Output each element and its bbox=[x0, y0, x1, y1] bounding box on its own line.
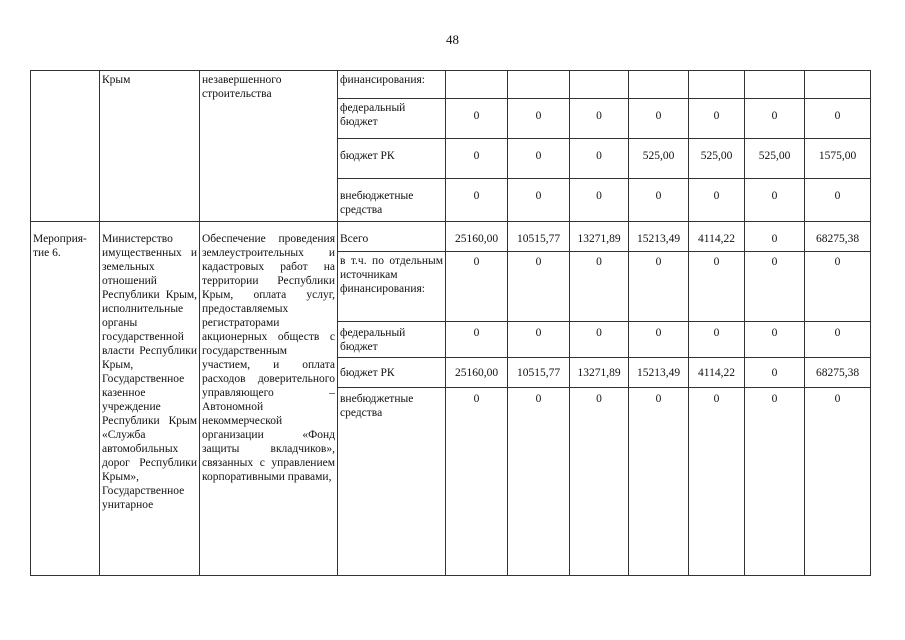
value-cell: 0 bbox=[689, 388, 745, 576]
value-cell: 0 bbox=[570, 252, 629, 322]
value-cell: 0 bbox=[745, 388, 805, 576]
value-cell: 0 bbox=[805, 99, 871, 139]
source-cell: федеральный бюджет bbox=[338, 99, 446, 139]
event-cell bbox=[31, 71, 100, 222]
value-cell: 0 bbox=[629, 179, 689, 222]
value-cell: 0 bbox=[508, 388, 570, 576]
value-cell: 0 bbox=[570, 322, 629, 358]
value-cell: 0 bbox=[745, 179, 805, 222]
value-cell: 0 bbox=[446, 139, 508, 179]
value-cell: 0 bbox=[446, 388, 508, 576]
value-cell bbox=[745, 71, 805, 99]
value-cell: 0 bbox=[745, 222, 805, 252]
source-cell: федеральный бюджет bbox=[338, 322, 446, 358]
value-cell: 0 bbox=[446, 252, 508, 322]
value-cell: 0 bbox=[508, 139, 570, 179]
executor-cell: Крым bbox=[100, 71, 200, 222]
value-cell: 0 bbox=[629, 388, 689, 576]
value-cell: 0 bbox=[570, 179, 629, 222]
value-cell: 10515,77 bbox=[508, 358, 570, 388]
value-cell: 0 bbox=[446, 322, 508, 358]
value-cell bbox=[805, 71, 871, 99]
value-cell: 13271,89 bbox=[570, 358, 629, 388]
value-cell: 0 bbox=[689, 322, 745, 358]
value-cell: 0 bbox=[805, 388, 871, 576]
source-cell: бюджет РК bbox=[338, 358, 446, 388]
value-cell: 0 bbox=[689, 179, 745, 222]
value-cell: 15213,49 bbox=[629, 222, 689, 252]
value-cell: 0 bbox=[745, 99, 805, 139]
value-cell: 13271,89 bbox=[570, 222, 629, 252]
value-cell: 25160,00 bbox=[446, 222, 508, 252]
value-cell: 4114,22 bbox=[689, 358, 745, 388]
value-cell: 4114,22 bbox=[689, 222, 745, 252]
value-cell: 68275,38 bbox=[805, 358, 871, 388]
value-cell: 0 bbox=[629, 252, 689, 322]
value-cell: 525,00 bbox=[629, 139, 689, 179]
value-cell: 0 bbox=[508, 322, 570, 358]
source-cell: финансирования: bbox=[338, 71, 446, 99]
value-cell: 0 bbox=[689, 99, 745, 139]
value-cell: 0 bbox=[446, 99, 508, 139]
value-cell: 0 bbox=[508, 252, 570, 322]
value-cell: 0 bbox=[570, 388, 629, 576]
page-number: 48 bbox=[446, 32, 459, 47]
source-cell: бюджет РК bbox=[338, 139, 446, 179]
description-cell: незавершенного строительства bbox=[200, 71, 338, 222]
value-cell: 0 bbox=[745, 252, 805, 322]
value-cell: 15213,49 bbox=[629, 358, 689, 388]
source-cell: внебюджетные средства bbox=[338, 179, 446, 222]
value-cell: 525,00 bbox=[745, 139, 805, 179]
value-cell: 0 bbox=[446, 179, 508, 222]
event-cell: Мероприя-тие 6. bbox=[31, 222, 100, 576]
value-cell: 0 bbox=[805, 179, 871, 222]
value-cell: 25160,00 bbox=[446, 358, 508, 388]
value-cell: 525,00 bbox=[689, 139, 745, 179]
value-cell: 10515,77 bbox=[508, 222, 570, 252]
value-cell: 0 bbox=[508, 99, 570, 139]
value-cell: 0 bbox=[745, 358, 805, 388]
value-cell: 0 bbox=[570, 139, 629, 179]
value-cell: 1575,00 bbox=[805, 139, 871, 179]
source-cell: в т.ч. по отдельным источникам финансирования: bbox=[338, 252, 446, 322]
financing-table bbox=[30, 70, 871, 576]
value-cell: 0 bbox=[508, 179, 570, 222]
value-cell: 0 bbox=[689, 252, 745, 322]
source-cell: внебюджетные средства bbox=[338, 388, 446, 576]
value-cell bbox=[629, 71, 689, 99]
value-cell bbox=[446, 71, 508, 99]
value-cell: 0 bbox=[570, 99, 629, 139]
value-cell: 0 bbox=[745, 322, 805, 358]
value-cell bbox=[689, 71, 745, 99]
value-cell: 68275,38 bbox=[805, 222, 871, 252]
value-cell bbox=[570, 71, 629, 99]
value-cell bbox=[508, 71, 570, 99]
value-cell: 0 bbox=[629, 322, 689, 358]
source-cell: Всего bbox=[338, 222, 446, 252]
value-cell: 0 bbox=[629, 99, 689, 139]
executor-cell: Министерство имущественных и земельных отношений Республики Крым, исполнительные органы государственной власти Республики Крым, Государственное казенное учреждение Республики Крым «Служба автомобильных дорог Республики Крым», Государственное унитарное bbox=[100, 222, 200, 576]
value-cell: 0 bbox=[805, 252, 871, 322]
value-cell: 0 bbox=[805, 322, 871, 358]
table-row bbox=[31, 71, 871, 99]
description-cell: Обеспечение проведения землеустроительных и кадастровых работ на территории Республики Крым, оплата услуг, предоставляемых регистраторами акционерных обществ с государственным участием, и оплата расходов доверительного управляющего – Автономной некоммерческой организации «Фонд защиты вкладчиков», связанных с управлением корпоративными правами, bbox=[200, 222, 338, 576]
table-row bbox=[31, 222, 871, 252]
